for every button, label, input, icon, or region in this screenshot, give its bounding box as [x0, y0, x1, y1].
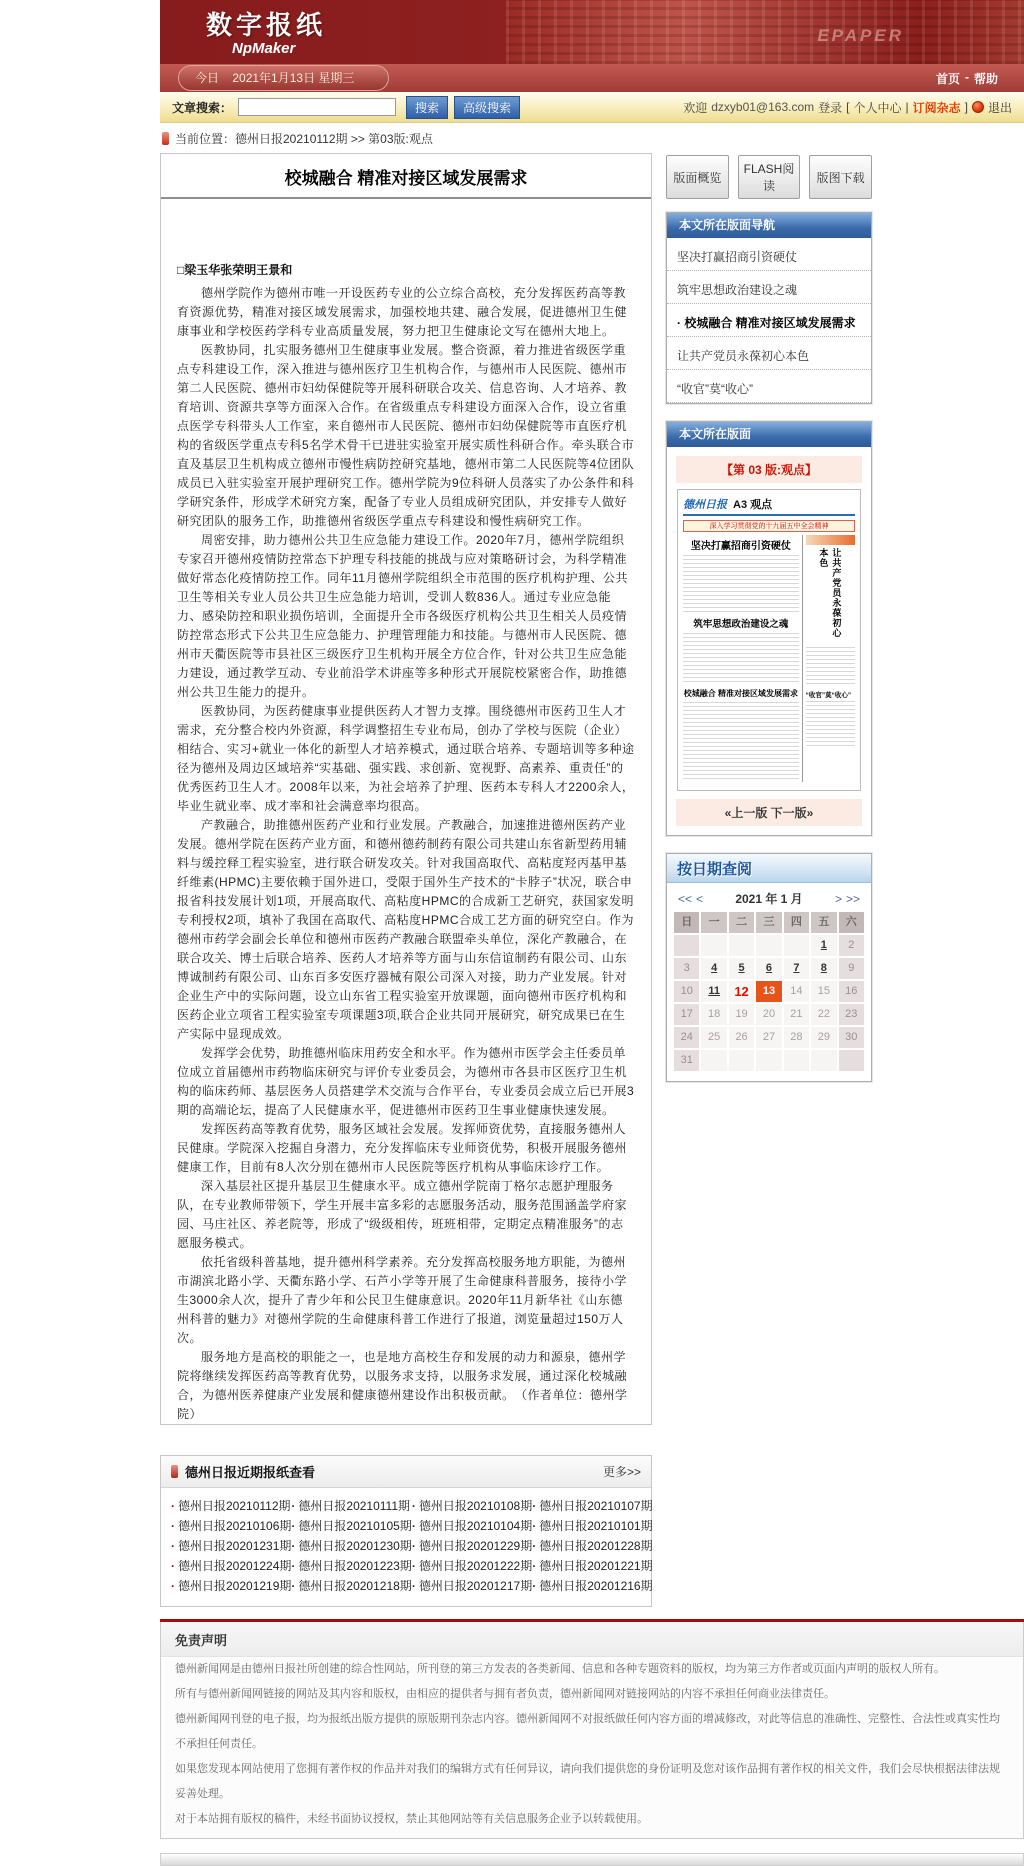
calendar-week-row: [674, 958, 864, 979]
thumbnail-text-block: [683, 555, 799, 613]
footer: [160, 1619, 1024, 1866]
bullet-icon: ·: [171, 1559, 175, 1573]
calendar-day-15: 15: [811, 981, 836, 1002]
subscribe-magazine-link[interactable]: 订阅杂志: [912, 100, 961, 115]
thumbnail-text-block: [683, 702, 799, 782]
bullet-icon: ·: [532, 1539, 537, 1553]
issue-label: 德州日报20201231期: [178, 1539, 292, 1553]
issue-label: 德州日报20201224期: [178, 1559, 292, 1573]
calendar-day-10: 10: [674, 981, 699, 1002]
calendar-month-label: 2021 年 1 月: [735, 892, 803, 906]
calendar-empty-cell: [756, 1050, 781, 1071]
article-paragraph: 医教协同，为医药健康事业提供医药人才智力支撑。围绕德州市医药卫生人才需求，充分整合校内外资源，科学调整招生专业布局，创办了学校与医院（企业）相结合、实习+就业一体化的新型人才培养模式，通过联合培养、专题培训等多种途径为德州及周边区域培养“实基础、强实践、求创新、宽视野、高素养、重责任”的优秀医药卫生人才。2008年以来，为社会培养了护理、医药本专科人才2200余人，毕业生就业率、成才率和社会满意率均很高。: [177, 704, 635, 813]
calendar-panel-title: 按日期查阅: [667, 854, 871, 883]
issue-label: 德州日报20201229期: [418, 1539, 533, 1553]
title-divider: [161, 197, 651, 199]
calendar-day-7[interactable]: 7: [784, 958, 809, 979]
article-column: [160, 153, 652, 1607]
page-thumbnail[interactable]: [677, 489, 861, 791]
thumbnail-right-column: [802, 535, 855, 782]
page-image-download-button[interactable]: 版图下载: [809, 155, 872, 199]
calendar-day-22: 22: [811, 1004, 836, 1025]
bullet-icon: ·: [411, 1579, 416, 1593]
issue-link[interactable]: [412, 1516, 532, 1536]
calendar-day-27: 27: [756, 1027, 781, 1048]
issue-link[interactable]: [291, 1536, 411, 1556]
nav-separator: -: [964, 69, 969, 84]
article-paragraph: 德州学院作为德州市唯一开设医药专业的公立综合高校，充分发挥医药高等教育资源优势，精准对接区域发展需求，加强校地共建、融合发展，促进德州卫生健康事业和学校医药学科专业高质量发展，努力把卫生健康论文写在德州大地上。: [177, 286, 628, 338]
breadcrumb: [160, 123, 1024, 153]
issue-link[interactable]: [532, 1576, 652, 1596]
article-paragraph: 依托省级科普基地，提升德州科学素养。充分发挥高校服务地方职能，为德州市湖滨北路小学、天衢东路小学、石芦小学等开展了生命健康科普服务，接待小学生3000余人次，提升了青少年和公民卫生健康意识。2020年11月新华社《山东德州科普的魅力》对德州学院的生命健康科普工作进行了报道，浏览量超过150万人次。: [177, 1255, 628, 1345]
calendar-nav: [676, 890, 862, 907]
calendar-day-26: 26: [729, 1027, 754, 1048]
sidebar-toolbar: [666, 155, 872, 199]
calendar-week-row: [674, 1027, 864, 1048]
issue-link[interactable]: [532, 1496, 652, 1516]
issue-link[interactable]: [412, 1576, 532, 1596]
calendar-day-29: 29: [811, 1027, 836, 1048]
issue-label: 德州日报20210104期: [418, 1519, 533, 1533]
login-link[interactable]: 登录: [818, 100, 843, 115]
page-nav-item[interactable]: “收官”莫“收心”: [667, 370, 871, 403]
thumbnail-masthead: [683, 496, 855, 516]
calendar-week-row: [674, 1050, 864, 1071]
issue-label: 德州日报20201228期: [539, 1539, 653, 1553]
calendar-empty-cell: [811, 1050, 836, 1071]
issue-label: 德州日报20210112期: [178, 1499, 291, 1513]
bullet-icon: ·: [171, 1539, 175, 1553]
calendar-empty-cell: [674, 935, 699, 956]
bullet-icon: ·: [171, 1579, 175, 1593]
thumbnail-text-block: [806, 647, 855, 687]
issue-label: 德州日报20201216期: [539, 1579, 653, 1593]
next-year-button[interactable]: >>: [845, 891, 860, 906]
today-label: 今日: [195, 71, 220, 85]
article-paragraph: 发挥学会优势，助推德州临床用药安全和水平。作为德州市医学会主任委员单位成立首届德州市药物临床研究与评价专业委员会，为德州市各县市区医疗卫生机构的临床药师、基层医务人员搭建学术交流与合作平台，专业委员会成立后已开展3期的高端论坛，提高了人民健康水平，促进德州市医药卫生事业健康快速发展。: [177, 1046, 635, 1117]
bullet-icon: ·: [411, 1499, 416, 1513]
calendar-day-18: 18: [701, 1004, 726, 1025]
bullet-icon: ·: [411, 1519, 416, 1533]
thumbnail-banner-headline: 深入学习贯彻党的十九届五中全会精神: [683, 520, 855, 532]
current-page-panel: [666, 421, 872, 836]
disclaimer-title: 免责声明: [161, 1622, 1023, 1657]
disclaimer-box: [160, 1622, 1024, 1839]
recent-issues-header: [161, 1456, 651, 1488]
disclaimer-line: 德州新闻网刊登的电子报，均为报纸出版方提供的原版期刊杂志内容。德州新闻网不对报纸做任何内容方面的增减修改，对此等信息的准确性、完整性、合法性或真实性均不承担任何责任。: [175, 1713, 1000, 1750]
thumbnail-vertical-headline: 让共产党员永葆初心本色: [818, 548, 842, 638]
recent-issues-title: 德州日报近期报纸查看: [185, 1465, 316, 1480]
calendar-day-11[interactable]: 11: [701, 981, 726, 1002]
article-box: [160, 153, 652, 1425]
thumbnail-edition: A3 观点: [733, 499, 773, 511]
thumbnail-small-headline: “收官”莫“收心”: [805, 692, 852, 699]
calendar-day-6[interactable]: 6: [756, 958, 781, 979]
thumbnail-headline-3: 校城融合 精准对接区域发展需求: [683, 689, 798, 698]
calendar-day-25: 25: [701, 1027, 726, 1048]
calendar-day-31: 31: [674, 1050, 699, 1071]
calendar-day-header: 六: [839, 912, 864, 933]
issue-link[interactable]: [412, 1536, 532, 1556]
calendar-week-row: [674, 1004, 864, 1025]
issue-link[interactable]: [171, 1516, 291, 1536]
article-paragraph: 发挥医药高等教育优势，服务区域社会发展。发挥师资优势，直接服务德州人民健康。学院深入挖掘自身潜力，充分发挥临床专业师资优势，积极开展服务德州健康工作，目前有8人次分别在德州市人民医院等医疗机构从事临床诊疗工作。: [177, 1122, 628, 1174]
issue-label: 德州日报20210105期: [298, 1519, 412, 1533]
prev-month-button[interactable]: <: [696, 891, 704, 906]
calendar-head-row: [674, 912, 864, 933]
thumbnail-text-block: [683, 633, 799, 685]
page-nav-item[interactable]: 筑牢思想政治建设之魂: [667, 271, 871, 304]
page-nav-panel-title: 本文所在版面导航: [667, 213, 871, 238]
welcome-label: 欢迎: [683, 100, 708, 115]
calendar-panel: [666, 853, 872, 1082]
logo-subtitle: NpMaker: [232, 40, 296, 57]
calendar-day-16: 16: [839, 981, 864, 1002]
calendar-week-row: [674, 981, 864, 1002]
calendar-day-12[interactable]: 12: [729, 981, 754, 1002]
bullet-icon: ·: [411, 1539, 416, 1553]
article-paragraph: 深入基层社区提升基层卫生健康水平。成立德州学院南丁格尔志愿护理服务队，在专业教师带领下，学生开展丰富多彩的志愿服务活动，服务范围涵盖学府家园、马庄社区、养老院等，形成了“级级相传，班班相带，定期定点精准服务”的志愿服务模式。: [177, 1179, 628, 1250]
issue-link[interactable]: [532, 1556, 652, 1576]
user-email: dzxyb01@163.com: [711, 100, 815, 114]
page-container: [160, 0, 1024, 1866]
pipe-separator: |: [905, 100, 909, 114]
current-date: [178, 65, 389, 91]
collage-epaper-text: EPAPER: [817, 26, 904, 45]
prev-next-page-links[interactable]: «上一版 下一版»: [676, 799, 862, 826]
calendar-empty-cell: [701, 1050, 726, 1071]
calendar-day-header: 三: [756, 912, 781, 933]
thumbnail-red-banner: [806, 535, 855, 545]
issue-label: 德州日报20201219期: [178, 1579, 292, 1593]
bullet-icon: ·: [532, 1499, 537, 1513]
article-search-input[interactable]: [238, 98, 396, 116]
date-bar: [160, 64, 1024, 92]
prev-year-button[interactable]: <<: [678, 891, 693, 906]
page-nav-list: [667, 238, 871, 403]
calendar-day-header: 五: [811, 912, 836, 933]
search-button[interactable]: 搜索: [406, 96, 448, 119]
edition-label: 【第 03 版:观点】: [676, 456, 862, 483]
issue-label: 德州日报20201223期: [298, 1559, 412, 1573]
logout-link[interactable]: 退出: [987, 100, 1012, 115]
issue-label: 德州日报20201230期: [298, 1539, 412, 1553]
issue-label: 德州日报20201218期: [298, 1579, 412, 1593]
issue-link[interactable]: [412, 1556, 532, 1576]
bullet-icon: ·: [532, 1579, 537, 1593]
more-issues-link[interactable]: 更多>>: [602, 1465, 641, 1479]
user-area: [683, 99, 1012, 116]
calendar-day-30: 30: [839, 1027, 864, 1048]
bullet-icon: ·: [171, 1499, 175, 1513]
calendar-day-header: 二: [729, 912, 754, 933]
issue-link[interactable]: [291, 1496, 411, 1516]
sidebar: [666, 153, 872, 1099]
thumbnail-left-column: [683, 535, 802, 782]
main-area: [160, 153, 1024, 1607]
bullet-icon: ·: [411, 1559, 416, 1573]
thumbnail-text-block: [806, 701, 855, 747]
calendar-empty-cell: [784, 1050, 809, 1071]
disclaimer-body: [161, 1657, 1023, 1832]
bullet-icon: ·: [291, 1519, 296, 1533]
bullet-icon: ·: [291, 1579, 296, 1593]
calendar-empty-cell: [729, 1050, 754, 1071]
article-paragraph: 周密安排，助力德州公共卫生应急能力建设工作。2020年7月，德州学院组织专家召开德州疫情防控常态下护理专科技能的挑战与应对策略研讨会，为科学精准做好常态化疫情防控工作。同年11月德州学院组织全市范围的医疗机构护理、公共卫生等相关专业人员公共卫生应急能力培训，受训人数836人。通过专业应急能力、感染防控和职业损伤培训，全面提升全市各级医疗机构公共卫生相关人员疫情防控常态形式下公共卫生应急能力、护理管理能力和技能。与德州市人民医院、德州市天衢医院等市县社区三级医疗卫生机构开展全方位合作，针对公共卫生应急能力建设，通过教学互动、专业前沿学术讲座等多种形式开展院校紧密合作，助推德州公共卫生能力的提升。: [177, 533, 628, 699]
article-title: 校城融合 精准对接区域发展需求: [284, 169, 528, 188]
bottom-bar: [160, 1853, 1024, 1866]
calendar-day-2: 2: [839, 935, 864, 956]
bullet-icon: ·: [291, 1539, 296, 1553]
calendar-day-header: 四: [784, 912, 809, 933]
calendar-day-1[interactable]: 1: [811, 935, 836, 956]
flash-read-button[interactable]: FLASH阅读: [738, 155, 801, 199]
breadcrumb-marker-icon: [162, 132, 169, 145]
calendar-day-19: 19: [729, 1004, 754, 1025]
calendar-week-row: [674, 935, 864, 956]
calendar-day-20: 20: [756, 1004, 781, 1025]
advanced-search-button[interactable]: 高级搜索: [454, 96, 520, 119]
help-link[interactable]: 帮助: [973, 71, 998, 86]
logo-title: 数字报纸: [206, 10, 327, 40]
issue-label: 德州日报20210101期: [539, 1519, 653, 1533]
calendar-day-header: 日: [674, 912, 699, 933]
issue-link[interactable]: [291, 1576, 411, 1596]
breadcrumb-text: 当前位置：德州日报20210112期 >> 第03版:观点: [175, 132, 433, 146]
bullet-icon: ·: [171, 1519, 175, 1533]
bullet-icon: ·: [532, 1519, 537, 1533]
calendar-day-17: 17: [674, 1004, 699, 1025]
article-body: [161, 284, 651, 1424]
newspaper-logo: 德州日报: [683, 499, 727, 511]
newspaper-collage-image: [506, 0, 1024, 64]
current-page-panel-title: 本文所在版面: [667, 422, 871, 447]
calendar-empty-cell: [839, 1050, 864, 1071]
thumbnail-headline-1: 坚决打赢招商引资硬仗: [690, 541, 791, 552]
calendar-day-28: 28: [784, 1027, 809, 1048]
search-bar: [160, 92, 1024, 123]
issue-label: 德州日报20210106期: [178, 1519, 292, 1533]
page-nav-item[interactable]: 让共产党员永葆初心本色: [667, 337, 871, 370]
issue-link[interactable]: [171, 1556, 291, 1576]
search-label: 文章搜索：: [172, 100, 233, 115]
disclaimer-line: 如果您发现本网站使用了您拥有著作权的作品并对我们的编辑方式有任何异议，请向我们提供您的身份证明及您对该作品拥有著作权的相关文件，我们会尽快根据法律法规妥善处理。: [175, 1763, 1000, 1800]
calendar-day-13[interactable]: 13: [756, 981, 781, 1002]
calendar-day-14: 14: [784, 981, 809, 1002]
calendar-empty-cell: [784, 935, 809, 956]
issue-link[interactable]: [532, 1536, 652, 1556]
issues-marker-icon: [171, 1465, 178, 1478]
calendar-day-23: 23: [839, 1004, 864, 1025]
bracket-close: ]: [964, 100, 968, 114]
calendar-empty-cell: [729, 935, 754, 956]
calendar-grid: [674, 935, 864, 1071]
calendar-empty-cell: [756, 935, 781, 956]
calendar-day-header: 一: [701, 912, 726, 933]
thumbnail-body: [683, 535, 855, 782]
page-overview-button[interactable]: 版面概览: [666, 155, 729, 199]
calendar-day-9: 9: [839, 958, 864, 979]
issue-label: 德州日报20201222期: [418, 1559, 533, 1573]
site-logo: [206, 5, 326, 57]
calendar-day-24: 24: [674, 1027, 699, 1048]
next-month-button[interactable]: >: [834, 891, 842, 906]
home-link[interactable]: 首页: [935, 71, 960, 86]
calendar-day-21: 21: [784, 1004, 809, 1025]
issue-label: 德州日报20210108期: [418, 1499, 533, 1513]
issue-link[interactable]: [171, 1496, 291, 1516]
article-paragraph: 医教协同，扎实服务德州卫生健康事业发展。整合资源，着力推进省级医学重点专科建设工作，深入推进与德州医疗卫生机构合作，与德州市人民医院、德州市第二人民医院、德州市妇幼保健院等开展科研联合攻关、信息咨询、人才培养、教育培训、资源共享等方面深入合作。在省级重点专科建设方面深入合作，设立省重点医学专科带头人工作室，来自德州市人民医院、德州市妇幼保健院等市直医疗机构的省级医学重点专科5名学术骨干已进驻实验室开展实质性科研合作。牵头联合市直及基层卫生机构成立德州市慢性病防控研究基地，德州市第二人民医院等4位团队成员已入驻实验室开展护理研究工作。德州学院为9位科研人员落实了办公条件和科学研究条件，形成学术研究方案，配备了专业人员组成研究团队，并安排专人做好研究团队的服务工作，助推德州省级医学重点专科建设和慢性病研究工作。: [177, 343, 635, 528]
bracket-open: [: [846, 100, 850, 114]
disclaimer-line: 所有与德州新闻网链接的网站及其内容和版权，由相应的提供者与拥有者负责，德州新闻网对链接网站的内容不承担任何商业法律责任。: [175, 1688, 835, 1700]
recent-issues-box: [160, 1455, 652, 1607]
issue-link[interactable]: [171, 1536, 291, 1556]
issue-link[interactable]: [291, 1516, 411, 1536]
issue-label: 德州日报20210111期: [298, 1499, 411, 1513]
issues-grid: [161, 1488, 651, 1606]
calendar-day-3: 3: [674, 958, 699, 979]
issue-link[interactable]: [532, 1516, 652, 1536]
page-nav-panel: [666, 212, 872, 404]
disclaimer-line: 对于本站拥有版权的稿件，未经书面协议授权，禁止其他网站等有关信息服务企业予以转载使用。: [175, 1813, 648, 1825]
calendar-day-4[interactable]: 4: [701, 958, 726, 979]
issue-label: 德州日报20201217期: [418, 1579, 533, 1593]
calendar-empty-cell: [701, 935, 726, 956]
page-nav-item[interactable]: · 校城融合 精准对接区域发展需求: [667, 304, 871, 337]
personal-center-link[interactable]: 个人中心: [853, 100, 902, 115]
calendar-day-5[interactable]: 5: [729, 958, 754, 979]
date-text: 2021年1月13日 星期三: [232, 71, 355, 85]
page-nav-item[interactable]: 坚决打赢招商引资硬仗: [667, 238, 871, 271]
thumbnail-headline-2: 筑牢思想政治建设之魂: [693, 619, 789, 630]
disclaimer-line: 德州新闻网是由德州日报社所创建的综合性网站，所刊登的第三方发表的各类新闻、信息和各种专题资料的版权，均为第三方作者或页面内声明的版权人所有。: [175, 1663, 945, 1675]
issue-link[interactable]: [412, 1496, 532, 1516]
bullet-icon: ·: [291, 1499, 296, 1513]
issue-link[interactable]: [291, 1556, 411, 1576]
article-author: □梁玉华张荣明王景和: [177, 263, 293, 277]
calendar-day-8[interactable]: 8: [811, 958, 836, 979]
bullet-icon: ·: [532, 1559, 537, 1573]
issue-label: 德州日报20210107期: [539, 1499, 653, 1513]
article-paragraph: 服务地方是高校的职能之一，也是地方高校生存和发展的动力和源泉，德州学院将继续发挥医药高等教育优势，以服务求支持，以服务求发展，通过深化校城融合，为德州医养健康产业发展和健康德州建设作出积极贡献。 （作者单位：德州学院）: [177, 1350, 628, 1421]
bullet-icon: ·: [291, 1559, 296, 1573]
issue-link[interactable]: [171, 1576, 291, 1596]
calendar-body: [667, 883, 871, 1081]
article-paragraph: 产教融合，助推德州医药产业和行业发展。产教融合，加速推进德州医药产业发展。德州学院在医药产业方面，和德州德药制药有限公司共建山东省新型药用辅料与缓控释工程实验室，进行联合研发攻关。针对我国高取代、高粘度羟丙基甲基纤维素(HPMC)主要依赖于国外进口，受限于国外生产技术的“卡脖子”状况，联合申报省科技发展计划1项，开展高取代、高粘度HPMC的合成新工艺研究，获国家发明专利授权2项，填补了我国在高取代、高粘度HPMC合成工艺方面的研究空白。作为德州市药学会副会长单位和德州市医药产教融合联盟牵头单位，深化产教融合，在联合攻关、博士后联合培养、医药人才培养等方面与山东信谊制药有限公司、山东博诚制药有限公司、山东百多安医疗器械有限公司深入对接，助力产业发展。针对企业生产中的实际问题，设立山东省工程实验室开放课题，面向德州市医疗机构和医药企业立项省工程实验室专项课题3项,联合企业共同开展研究，研究成果已在生产实际中显现成效。: [177, 818, 635, 1041]
logout-icon[interactable]: [972, 101, 984, 113]
issue-label: 德州日报20201221期: [539, 1559, 653, 1573]
site-header: [160, 0, 1024, 64]
top-nav: [936, 70, 998, 87]
